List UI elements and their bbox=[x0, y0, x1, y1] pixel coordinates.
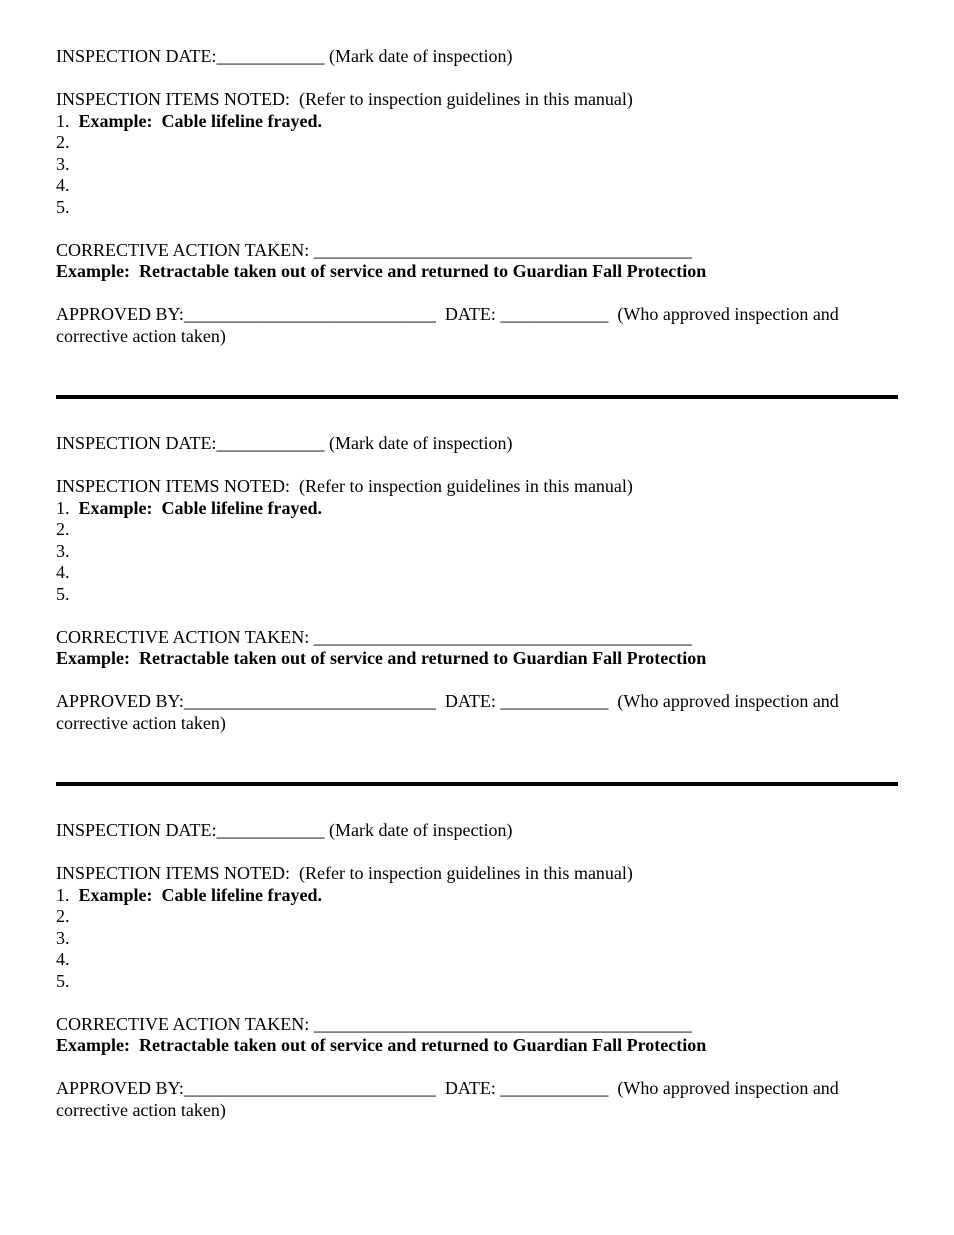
item-example: Example: Cable lifeline frayed. bbox=[78, 497, 322, 518]
corrective-action-field[interactable]: __________________________________________ bbox=[313, 1013, 692, 1034]
corrective-action-example: Example: Retractable taken out of service and returned to Guardian Fall Protection bbox=[56, 1035, 707, 1055]
inspection-item-1[interactable] bbox=[56, 885, 898, 907]
approved-by-label: APPROVED BY: bbox=[56, 304, 184, 324]
inspection-item-2[interactable]: 2. bbox=[56, 132, 70, 152]
corrective-action-example: Example: Retractable taken out of service and returned to Guardian Fall Protection bbox=[56, 261, 707, 281]
inspection-record-1 bbox=[56, 46, 898, 433]
approved-by-field[interactable]: ____________________________ bbox=[183, 1078, 436, 1098]
inspection-date-label: INSPECTION DATE: bbox=[56, 820, 217, 840]
approval-date-field[interactable]: ____________ bbox=[500, 304, 609, 324]
inspection-date-note: (Mark date of inspection) bbox=[324, 46, 513, 66]
inspection-date-note: (Mark date of inspection) bbox=[324, 433, 513, 453]
inspection-item-3[interactable]: 3. bbox=[56, 927, 70, 948]
inspection-item-4[interactable]: 4. bbox=[56, 175, 70, 195]
approval-date-label: DATE: bbox=[435, 691, 501, 711]
inspection-items-heading: INSPECTION ITEMS NOTED: (Refer to inspection guidelines in this manual) bbox=[56, 476, 633, 496]
corrective-action-example: Example: Retractable taken out of service and returned to Guardian Fall Protection bbox=[56, 648, 707, 668]
approval-date-label: DATE: bbox=[435, 1078, 501, 1098]
section-divider bbox=[56, 395, 898, 399]
inspection-date-label: INSPECTION DATE: bbox=[56, 433, 217, 453]
inspection-item-2[interactable]: 2. bbox=[56, 906, 70, 926]
inspection-date-note: (Mark date of inspection) bbox=[324, 820, 513, 840]
corrective-action-field[interactable]: __________________________________________ bbox=[313, 626, 692, 647]
approval-note: (Who approved inspection and corrective action taken) bbox=[56, 1078, 844, 1120]
inspection-items-heading: INSPECTION ITEMS NOTED: (Refer to inspection guidelines in this manual) bbox=[56, 863, 633, 883]
approved-by-field[interactable]: ____________________________ bbox=[183, 304, 436, 324]
item-number: 1. bbox=[56, 884, 79, 905]
inspection-record-2 bbox=[56, 433, 898, 820]
approval-row bbox=[56, 1078, 898, 1121]
approval-note: (Who approved inspection and corrective action taken) bbox=[56, 691, 844, 733]
corrective-action-row bbox=[56, 240, 898, 262]
inspection-date-field[interactable]: ____________ bbox=[216, 820, 325, 840]
inspection-item-5[interactable]: 5. bbox=[56, 196, 70, 217]
item-number: 1. bbox=[56, 110, 79, 131]
approval-date-field[interactable]: ____________ bbox=[500, 1078, 609, 1098]
inspection-item-4[interactable]: 4. bbox=[56, 949, 70, 969]
corrective-action-label: CORRECTIVE ACTION TAKEN: bbox=[56, 239, 314, 260]
approval-row bbox=[56, 691, 898, 734]
inspection-item-3[interactable]: 3. bbox=[56, 540, 70, 561]
approval-note: (Who approved inspection and corrective action taken) bbox=[56, 304, 844, 346]
approval-date-label: DATE: bbox=[435, 304, 501, 324]
inspection-items-heading: INSPECTION ITEMS NOTED: (Refer to inspection guidelines in this manual) bbox=[56, 89, 633, 109]
approved-by-field[interactable]: ____________________________ bbox=[183, 691, 436, 711]
section-divider bbox=[56, 782, 898, 786]
item-number: 1. bbox=[56, 497, 79, 518]
inspection-record-3 bbox=[56, 820, 898, 1207]
corrective-action-label: CORRECTIVE ACTION TAKEN: bbox=[56, 626, 314, 647]
inspection-item-2[interactable]: 2. bbox=[56, 519, 70, 539]
inspection-date-field[interactable]: ____________ bbox=[216, 433, 325, 453]
item-example: Example: Cable lifeline frayed. bbox=[78, 110, 322, 131]
inspection-date-row bbox=[56, 46, 898, 68]
inspection-date-field[interactable]: ____________ bbox=[216, 46, 325, 66]
item-example: Example: Cable lifeline frayed. bbox=[78, 884, 322, 905]
inspection-item-4[interactable]: 4. bbox=[56, 562, 70, 582]
approval-row bbox=[56, 304, 898, 347]
approved-by-label: APPROVED BY: bbox=[56, 1078, 184, 1098]
inspection-date-row bbox=[56, 433, 898, 455]
inspection-date-label: INSPECTION DATE: bbox=[56, 46, 217, 66]
inspection-item-1[interactable] bbox=[56, 111, 898, 133]
inspection-item-5[interactable]: 5. bbox=[56, 583, 70, 604]
approved-by-label: APPROVED BY: bbox=[56, 691, 184, 711]
inspection-item-1[interactable] bbox=[56, 498, 898, 520]
corrective-action-field[interactable]: __________________________________________ bbox=[313, 239, 692, 260]
inspection-item-3[interactable]: 3. bbox=[56, 153, 70, 174]
inspection-date-row bbox=[56, 820, 898, 842]
corrective-action-row bbox=[56, 627, 898, 649]
approval-date-field[interactable]: ____________ bbox=[500, 691, 609, 711]
inspection-item-5[interactable]: 5. bbox=[56, 970, 70, 991]
corrective-action-row bbox=[56, 1014, 898, 1036]
corrective-action-label: CORRECTIVE ACTION TAKEN: bbox=[56, 1013, 314, 1034]
inspection-log-page bbox=[56, 46, 898, 1207]
